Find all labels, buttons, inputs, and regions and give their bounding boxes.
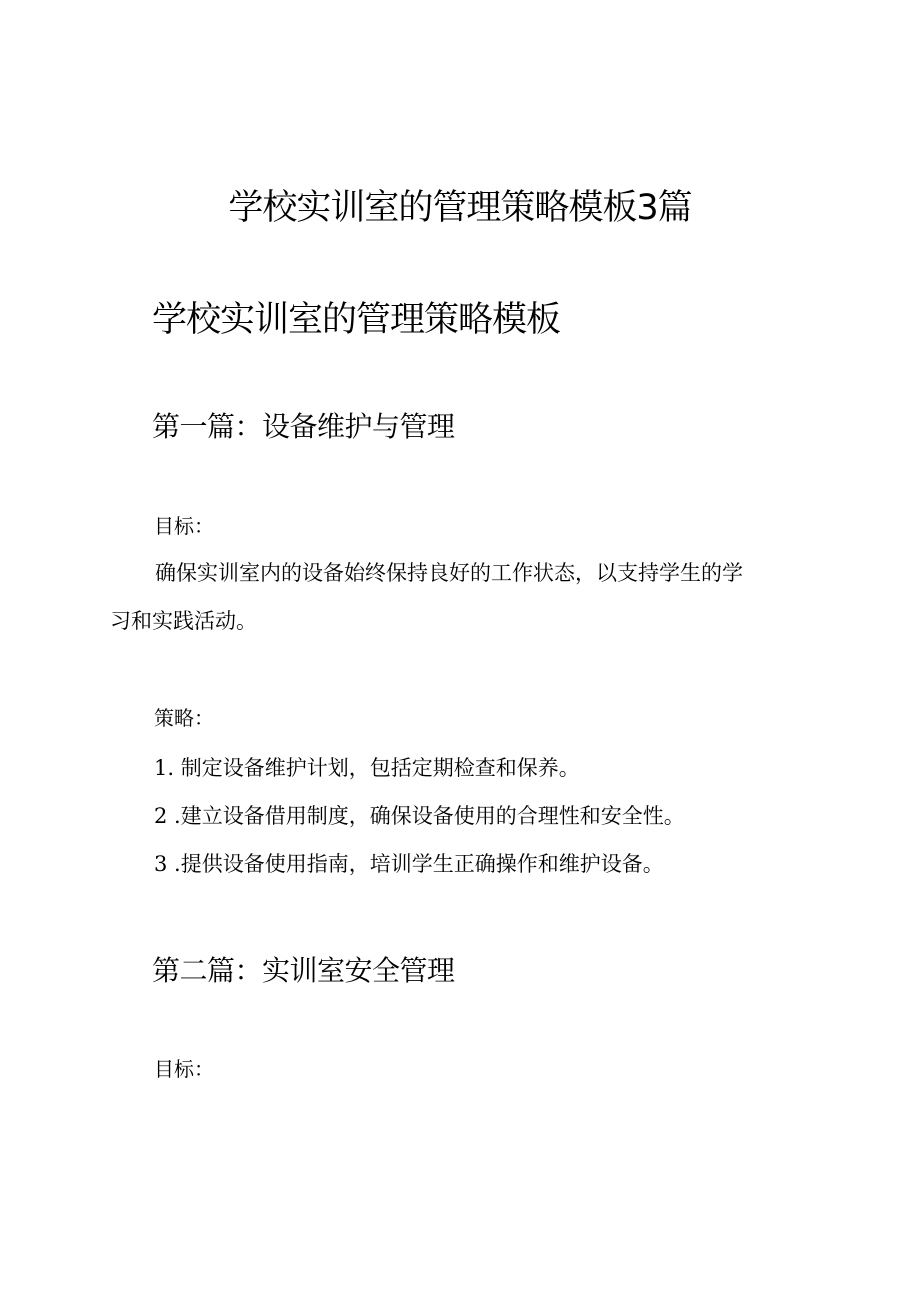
document-title: 学校实训室的管理策略模板3篇	[228, 188, 692, 228]
strategy-item-2: 2 .建立设备借用制度，确保设备使用的合理性和安全性。	[154, 804, 685, 828]
document-subtitle: 学校实训室的管理策略模板	[152, 300, 561, 340]
section-1-goal-label: 目标：	[154, 514, 214, 538]
section-1-heading: 第一篇：设备维护与管理	[152, 410, 455, 443]
section-1-goal-text-line-1: 确保实训室内的设备始终保持良好的工作状态，以支持学生的学	[155, 561, 743, 585]
strategy-item-1: 1. 制定设备维护计划，包括定期检查和保养。	[154, 756, 580, 780]
section-1-strategy-label: 策略：	[154, 706, 214, 730]
section-2-goal-label: 目标：	[154, 1057, 214, 1081]
section-2-heading: 第二篇：实训室安全管理	[152, 954, 455, 987]
section-1-goal-text-line-2: 习和实践活动。	[110, 609, 257, 633]
strategy-item-3: 3 .提供设备使用指南，培训学生正确操作和维护设备。	[154, 852, 664, 876]
